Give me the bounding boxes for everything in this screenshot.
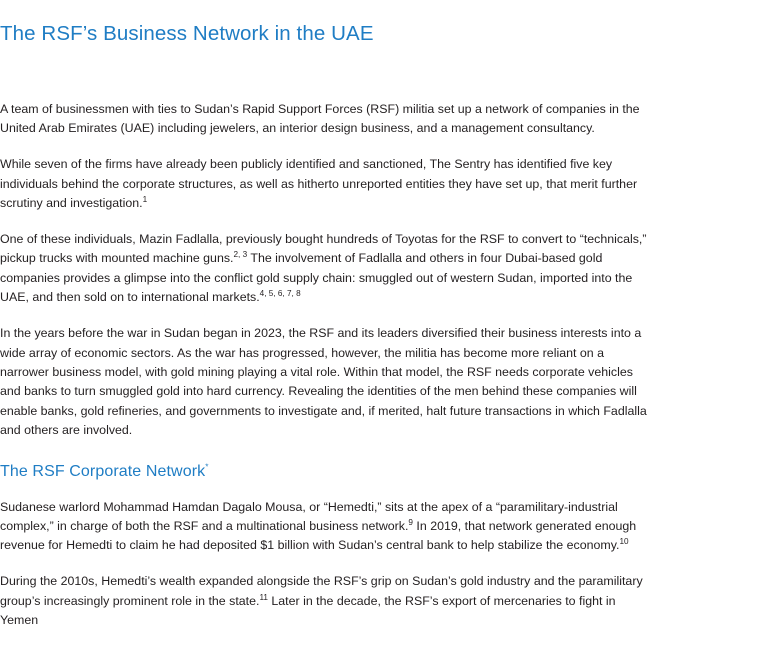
section-paragraph-2-text-b: Later in the decade, the RSF’s export of mercenaries to fight in Yemen	[0, 593, 616, 628]
document-body	[0, 100, 652, 647]
section-title-text: The RSF Corporate Network	[0, 462, 206, 480]
section-title	[0, 463, 652, 481]
paragraph-4-text: In the years before the war in Sudan began in 2023, the RSF and its leaders diversified their business interests into a wide array of economic sectors. As the war has progressed, however, the militia has become more reliant on a narrower business model, with gold mining playing a vital role. Within that model, the RSF needs corporate vehicles and banks to turn smuggled gold into hard currency. Revealing the identities of the men behind these companies will enable banks, gold refineries, and governments to investigate and, if merited, halt future transactions in which Fadlalla and others are involved.	[0, 326, 647, 438]
section-heading-wrap	[0, 463, 652, 481]
paragraph-4	[0, 324, 652, 440]
paragraph-1-text: A team of businessmen with ties to Sudan’s Rapid Support Forces (RSF) militia set up a network of companies in the United Arab Emirates (UAE) including jewelers, an interior design business, and a management consultancy.	[0, 102, 640, 136]
paragraph-1	[0, 100, 652, 139]
section-title-marker: *	[205, 462, 209, 472]
footnote-ref-10[interactable]: 10	[619, 537, 629, 547]
section-paragraph-1	[0, 498, 652, 556]
section-paragraph-2	[0, 572, 652, 630]
paragraph-3-text-b: The involvement of Fadlalla and others in four Dubai-based gold companies provides a glimpse into the conflict gold supply chain: smuggled out of western Sudan, imported into the UAE, and then sold on to international markets.	[0, 251, 633, 305]
section-paragraph-1-text-b: In 2019, that network generated enough revenue for Hemedti to claim he had deposited $1 billion with Sudan’s central bank to help stabilize the economy.	[0, 519, 637, 553]
page-title: The RSF’s Business Network in the UAE	[0, 22, 374, 45]
footnote-ref-9[interactable]: 9	[408, 517, 413, 527]
paragraph-2	[0, 155, 652, 213]
section-paragraph-1-text-a: Sudanese warlord Mohammad Hamdan Dagalo Mousa, or “Hemedti,” sits at the apex of a “paramilitary-industrial complex,” in charge of both the RSF and a multinational business network.	[0, 499, 618, 533]
paragraph-3-text-a: One of these individuals, Mazin Fadlalla, previously bought hundreds of Toyotas for the RSF to convert to “technicals,” pickup trucks with mounted machine guns.	[0, 232, 647, 266]
footnote-ref-11[interactable]: 11	[259, 592, 268, 602]
paragraph-3	[0, 230, 652, 308]
footnote-ref-1[interactable]: 1	[142, 195, 148, 204]
footnote-ref-4-8[interactable]: 4, 5, 6, 7, 8	[259, 289, 301, 299]
section-paragraph-2-text-a: During the 2010s, Hemedti’s wealth expanded alongside the RSF’s grip on Sudan’s gold industry and the paramilitary group’s increasingly prominent role in the state.	[0, 574, 643, 608]
footnote-ref-2-3[interactable]: 2, 3	[233, 250, 248, 260]
paragraph-2-text: While seven of the firms have already been publicly identified and sanctioned, The Sentry has identified five key individuals behind the corporate structures, as well as hitherto unreported entities they have set up, that merit further scrutiny and investigation.	[0, 157, 638, 211]
